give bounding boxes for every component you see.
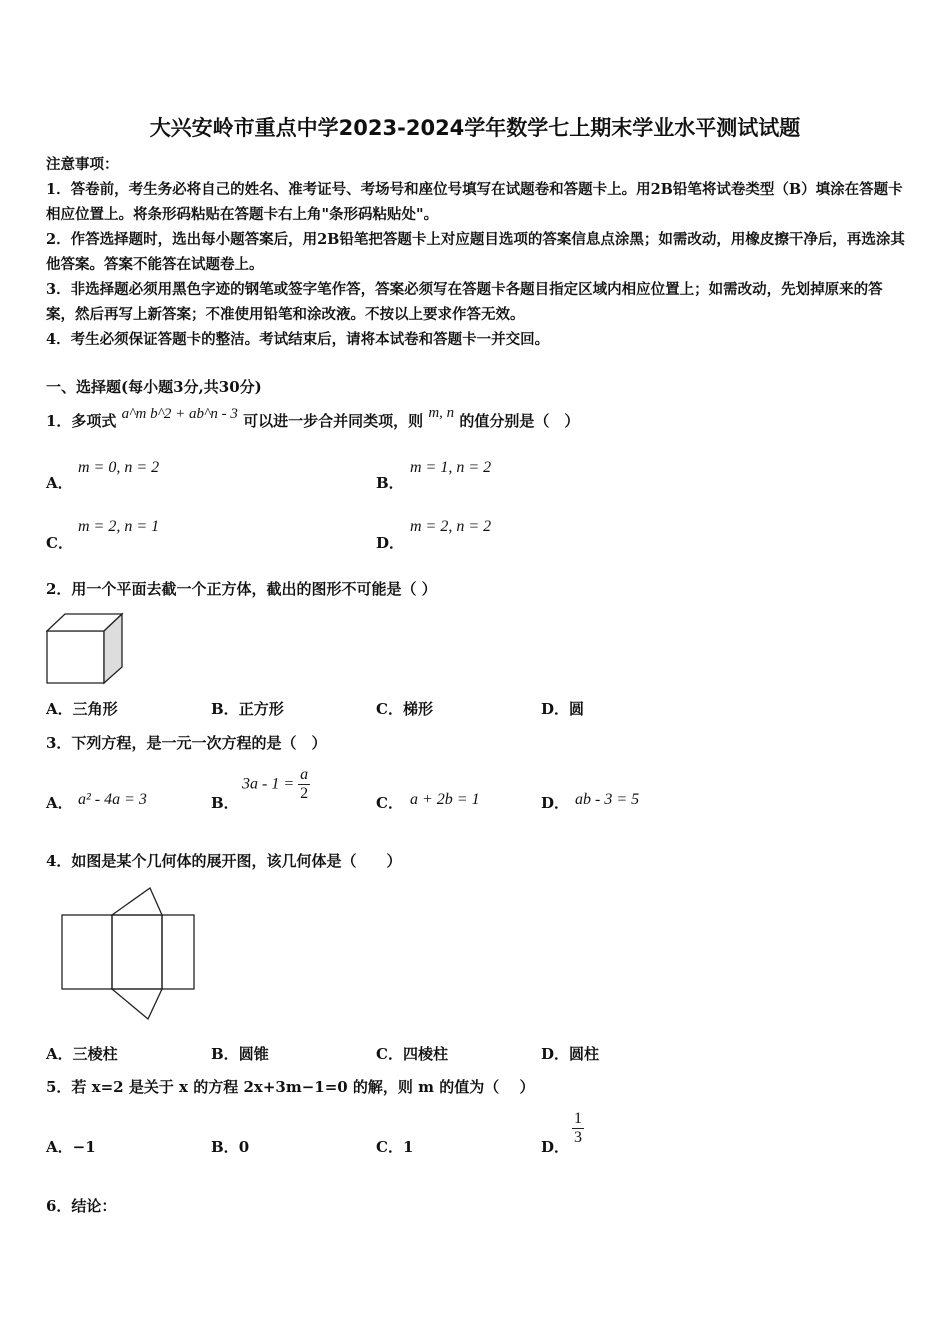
q4-option-a-text: 三棱柱 xyxy=(72,1045,118,1063)
cube-front-face xyxy=(47,631,104,683)
q3-option-b-fraction xyxy=(298,766,310,803)
q1-option-c-label[interactable]: C． xyxy=(46,534,73,552)
q5-option-d xyxy=(572,1110,584,1147)
net-rect-middle xyxy=(112,915,162,989)
q2-option-c-label: C． xyxy=(376,700,403,718)
q4-option-d-text: 圆柱 xyxy=(569,1045,600,1063)
q2-option-d-label: D． xyxy=(541,700,570,718)
question-1 xyxy=(46,405,580,431)
question-4: 4．如图是某个几何体的展开图，该几何体是（ ） xyxy=(46,852,402,870)
prism-net-figure xyxy=(58,884,198,1024)
q4-option-c-text: 四棱柱 xyxy=(402,1045,448,1063)
question-2: 2．用一个平面去截一个正方体，截出的图形不可能是（ ） xyxy=(46,580,437,598)
note-item-1: 1．答卷前，考生务必将自己的姓名、准考证号、考场号和座位号填写在试题卷和答题卡上。用2B铅笔将试卷类型（B）填涂在答题卡相应位置上。将条形码粘贴在答题卡右上角"条形码粘贴处"。 xyxy=(46,181,903,223)
page-title: 大兴安岭市重点中学2023-2024学年数学七上期末学业水平测试试题 xyxy=(149,116,801,140)
net-triangle-top xyxy=(112,888,162,915)
note-item-2: 2．作答选择题时，选出每小题答案后，用2B铅笔把答题卡上对应题目选项的答案信息点涂黑；如需改动，用橡皮擦干净后，再选涂其他答案。答案不能答在试题卷上。 xyxy=(46,231,905,273)
q3-option-c-label[interactable]: C． xyxy=(376,794,403,812)
q3-option-b-denominator: 2 xyxy=(300,785,309,802)
question-6: 6．结论： xyxy=(46,1197,117,1215)
q2-option-b-text: 正方形 xyxy=(238,700,284,718)
q4-option-b[interactable] xyxy=(211,1043,269,1064)
q3-option-a: a² - 4a = 3 xyxy=(78,791,147,808)
q5-option-a-text: −1 xyxy=(72,1138,96,1156)
q3-option-d-label[interactable]: D． xyxy=(541,794,570,812)
q5-option-d-fraction xyxy=(572,1110,584,1147)
q4-option-d-label: D． xyxy=(541,1045,570,1063)
q5-option-b-label: B． xyxy=(211,1138,239,1156)
q3-option-b-lhs: 3a - 1 = xyxy=(242,775,295,793)
q5-option-a[interactable] xyxy=(46,1136,96,1157)
q2-option-a-label: A． xyxy=(46,700,73,718)
q1-option-a: m = 0, n = 2 xyxy=(78,459,160,476)
q3-option-b-label[interactable]: B． xyxy=(211,794,239,812)
q5-option-d-label[interactable]: D． xyxy=(541,1138,570,1156)
q1-prefix: 1．多项式 xyxy=(46,412,117,430)
q3-option-a-label[interactable]: A． xyxy=(46,794,73,812)
q2-option-b[interactable] xyxy=(211,698,284,719)
q1-option-d-label[interactable]: D． xyxy=(376,534,405,552)
notes-heading: 注意事项： xyxy=(46,156,119,173)
note-item-3: 3．非选择题必须用黑色字迹的钢笔或签字笔作答，答案必须写在答题卡各题目指定区域内相应位置上；如需改动，先划掉原来的答案，然后再写上新答案；不准使用铅笔和涂改液。不按以上要求作答无效。 xyxy=(46,281,883,323)
cube-figure xyxy=(46,612,126,686)
q4-option-a[interactable] xyxy=(46,1043,118,1064)
q1-option-a-label[interactable]: A． xyxy=(46,474,73,492)
q4-option-b-label: B． xyxy=(211,1045,239,1063)
q4-option-c[interactable] xyxy=(376,1043,448,1064)
q2-option-b-label: B． xyxy=(211,700,239,718)
q4-option-a-label: A． xyxy=(46,1045,73,1063)
q3-option-d: ab - 3 = 5 xyxy=(575,791,640,808)
q2-option-c[interactable] xyxy=(376,698,433,719)
question-5: 5．若 x=2 是关于 x 的方程 2x+3m−1=0 的解，则 m 的值为（ ） xyxy=(46,1078,535,1096)
q1-option-d: m = 2, n = 2 xyxy=(410,518,492,535)
q4-option-b-text: 圆锥 xyxy=(238,1045,269,1063)
q1-option-b: m = 1, n = 2 xyxy=(410,459,492,476)
q4-option-d[interactable] xyxy=(541,1043,599,1064)
q3-option-b-numerator: a xyxy=(300,766,309,783)
q5-option-c-label: C． xyxy=(376,1138,403,1156)
q1-option-b-label[interactable]: B． xyxy=(376,474,404,492)
q1-option-c: m = 2, n = 1 xyxy=(78,518,160,535)
q5-option-d-numerator: 1 xyxy=(574,1110,582,1127)
q5-option-b[interactable] xyxy=(211,1136,249,1157)
net-triangle-bottom xyxy=(112,989,162,1019)
section-heading: 一、选择题(每小题3分,共30分) xyxy=(46,378,262,396)
q2-option-d[interactable] xyxy=(541,698,584,719)
q1-polynomial: a^m b^2 + ab^n - 3 xyxy=(121,406,238,422)
q2-option-d-text: 圆 xyxy=(569,700,585,718)
q2-option-a[interactable] xyxy=(46,698,118,719)
q5-option-b-text: 0 xyxy=(238,1138,250,1156)
net-rect-left xyxy=(62,915,112,989)
notes-block xyxy=(46,152,908,352)
question-3: 3．下列方程，是一元一次方程的是（ ） xyxy=(46,734,327,752)
q5-option-c-text: 1 xyxy=(402,1138,414,1156)
net-rect-right xyxy=(162,915,194,989)
q1-vars: m, n xyxy=(428,405,455,421)
q1-suffix: 的值分别是（ ） xyxy=(459,412,580,430)
q5-option-c[interactable] xyxy=(376,1136,413,1157)
q3-option-c: a + 2b = 1 xyxy=(410,791,480,808)
q4-option-c-label: C． xyxy=(376,1045,403,1063)
q2-option-a-text: 三角形 xyxy=(72,700,118,718)
note-item-4: 4．考生必须保证答题卡的整洁。考试结束后，请将本试卷和答题卡一并交回。 xyxy=(46,331,550,348)
q3-option-b xyxy=(242,766,310,803)
q5-option-a-label: A． xyxy=(46,1138,73,1156)
q2-option-c-text: 梯形 xyxy=(402,700,433,718)
q1-middle: 可以进一步合并同类项，则 xyxy=(243,412,424,430)
q5-option-d-denominator: 3 xyxy=(574,1129,582,1146)
